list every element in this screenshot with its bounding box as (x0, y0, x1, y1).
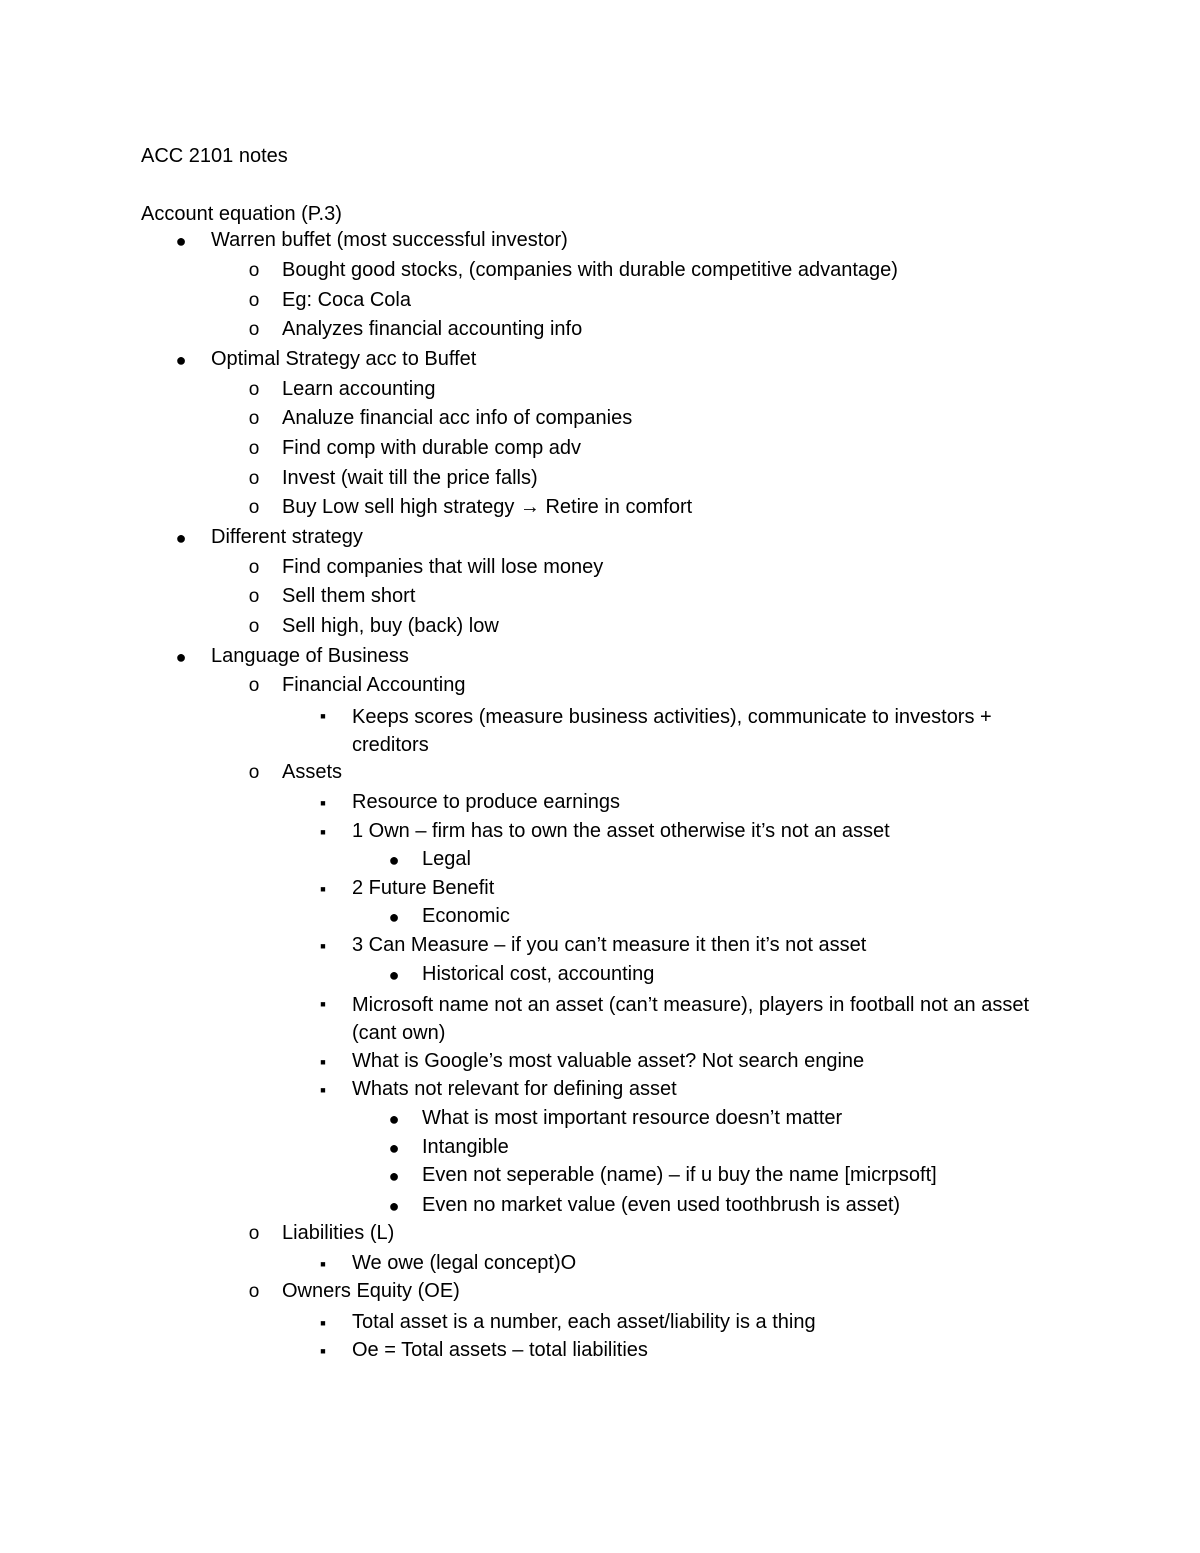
list-item-level-2: Bought good stocks, (companies with durable competitive advantage) (282, 259, 898, 281)
bullet-disc-icon: ● (388, 1166, 400, 1186)
list-item-level-4: What is most important resource doesn’t matter (422, 1107, 843, 1129)
list-item-level-3: 1 Own – firm has to own the asset otherwise it’s not an asset (352, 820, 890, 842)
list-item-level-4: Intangible (422, 1136, 509, 1158)
bullet-square-icon: ■ (320, 884, 326, 894)
list-item-level-4: Economic (422, 905, 510, 927)
list-item-level-2: Sell high, buy (back) low (282, 615, 499, 637)
section-heading: Account equation (P.3) (141, 203, 342, 225)
list-item-level-3: Oe = Total assets – total liabilities (352, 1339, 648, 1361)
bullet-square-icon: ■ (320, 941, 326, 951)
list-item-level-2: Buy Low sell high strategy → Retire in comfort (282, 496, 693, 518)
bullet-disc-icon: ● (388, 1138, 400, 1158)
list-item-level-2: Liabilities (L) (282, 1222, 395, 1244)
list-item-level-2: Financial Accounting (282, 674, 466, 696)
bullet-circle-icon: o (248, 319, 260, 340)
list-item-level-1: Different strategy (211, 526, 363, 548)
list-item-level-3: Microsoft name not an asset (can’t measure), players in football not an asset (cant own) (352, 994, 1030, 1044)
list-item-level-2: Sell them short (282, 585, 416, 607)
bullet-circle-icon: o (248, 586, 260, 607)
list-item-level-4: Historical cost, accounting (422, 963, 655, 985)
bullet-circle-icon: o (248, 675, 260, 696)
list-item-level-1: Warren buffet (most successful investor) (211, 229, 568, 251)
bullet-disc-icon: ● (175, 528, 187, 548)
bullet-square-icon: ■ (320, 1259, 326, 1269)
bullet-square-icon: ■ (320, 1057, 326, 1067)
list-item-level-2: Invest (wait till the price falls) (282, 467, 538, 489)
list-item-level-4: Even no market value (even used toothbrush is asset) (422, 1194, 901, 1216)
list-item-level-3: 3 Can Measure – if you can’t measure it then it’s not asset (352, 934, 867, 956)
bullet-circle-icon: o (248, 468, 260, 489)
bullet-disc-icon: ● (388, 907, 400, 927)
bullet-disc-icon: ● (388, 1109, 400, 1129)
bullet-circle-icon: o (248, 1223, 260, 1244)
bullet-disc-icon: ● (388, 850, 400, 870)
list-item-level-3: Whats not relevant for defining asset (352, 1078, 677, 1100)
bullet-square-icon: ■ (320, 1346, 326, 1356)
list-item-level-1: Optimal Strategy acc to Buffet (211, 348, 477, 370)
list-item-level-2: Find comp with durable comp adv (282, 437, 582, 459)
list-item-level-2: Assets (282, 761, 343, 783)
list-item-level-2: Analyzes financial accounting info (282, 318, 583, 340)
bullet-circle-icon: o (248, 616, 260, 637)
bullet-circle-icon: o (248, 1281, 260, 1302)
bullet-square-icon: ■ (320, 711, 326, 721)
bullet-circle-icon: o (248, 260, 260, 281)
list-item-level-2: Learn accounting (282, 378, 436, 400)
bullet-circle-icon: o (248, 379, 260, 400)
bullet-square-icon: ■ (320, 1085, 326, 1095)
list-item-level-3: 2 Future Benefit (352, 877, 495, 899)
bullet-square-icon: ■ (320, 798, 326, 808)
list-item-level-4: Even not seperable (name) – if u buy the name [micrpsoft] (422, 1164, 937, 1186)
list-item-level-1: Language of Business (211, 645, 409, 667)
list-item-level-2: Owners Equity (OE) (282, 1280, 460, 1302)
bullet-circle-icon: o (248, 438, 260, 459)
bullet-disc-icon: ● (175, 350, 187, 370)
list-item-level-3: Total asset is a number, each asset/liability is a thing (352, 1311, 816, 1333)
bullet-circle-icon: o (248, 557, 260, 578)
bullet-square-icon: ■ (320, 999, 326, 1009)
bullet-disc-icon: ● (175, 647, 187, 667)
bullet-circle-icon: o (248, 762, 260, 783)
list-item-level-2: Find companies that will lose money (282, 556, 604, 578)
bullet-disc-icon: ● (388, 965, 400, 985)
bullet-circle-icon: o (248, 290, 260, 311)
list-item-level-3: We owe (legal concept)O (352, 1252, 577, 1274)
list-item-level-3: Keeps scores (measure business activities), communicate to investors + creditors (352, 706, 992, 756)
list-item-level-2: Eg: Coca Cola (282, 289, 411, 311)
bullet-square-icon: ■ (320, 1318, 326, 1328)
bullet-circle-icon: o (248, 497, 260, 518)
bullet-square-icon: ■ (320, 827, 326, 837)
list-item-level-3: What is Google’s most valuable asset? Not search engine (352, 1050, 865, 1072)
document-title: ACC 2101 notes (141, 145, 288, 167)
list-item-level-2: Analuze financial acc info of companies (282, 407, 633, 429)
bullet-disc-icon: ● (175, 231, 187, 251)
bullet-circle-icon: o (248, 408, 260, 429)
bullet-disc-icon: ● (388, 1196, 400, 1216)
list-item-level-4: Legal (422, 848, 471, 870)
list-item-level-3: Resource to produce earnings (352, 791, 620, 813)
